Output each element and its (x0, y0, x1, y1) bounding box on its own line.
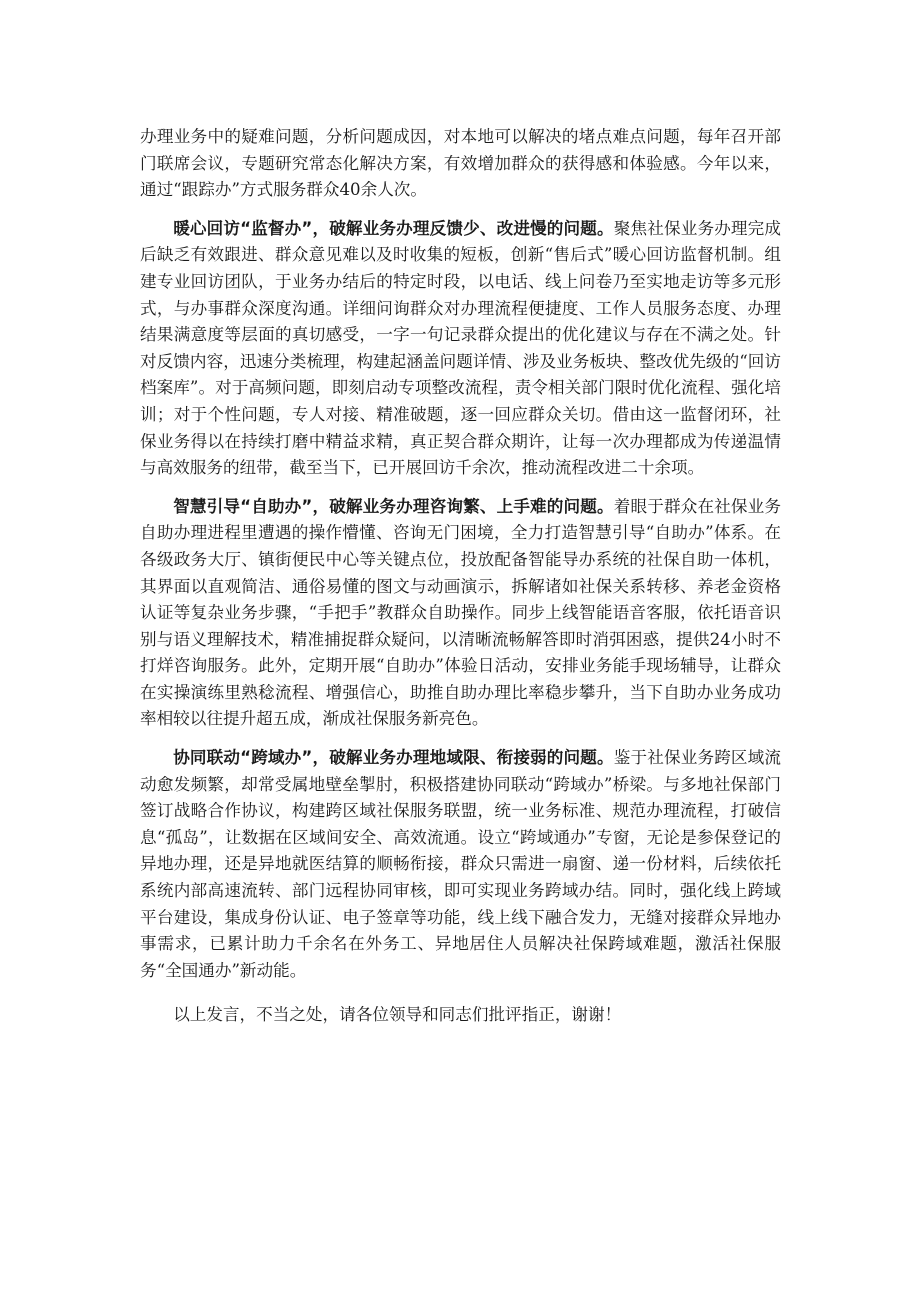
intro-paragraph: 办理业务中的疑难问题，分析问题成因，对本地可以解决的堵点难点问题，每年召开部门联席会议，专题研究常态化解决方案，有效增加群众的获得感和体验感。今年以来，通过“跟踪办”方式服务群众40余人次。 (140, 127, 781, 200)
section-body-supervision: 聚焦社保业务办理完成后缺乏有效跟进、群众意见难以及时收集的短板，创新“售后式”暖心回访监督机制。组建专业回访团队，于业务办结后的特定时段，以电话、线上问卷乃至实地走访等多元形式，与办事群众深度沟通。详细问询群众对办理流程便捷度、工作人员服务态度、办理结果满意度等层面的真切感受，一字一句记录群众提出的优化建议与存在不满之处。针对反馈内容，迅速分类梳理，构建起涵盖问题详情、涉及业务板块、整改优先级的“回访档案库”。对于高频问题，即刻启动专项整改流程，责令相关部门限时优化流程、强化培训；对于个性问题，专人对接、精准破题，逐一回应群众关切。借由这一监督闭环，社保业务得以在持续打磨中精益求精，真正契合群众期许，让每一次办理都成为传递温情与高效服务的纽带，截至当下，已开展回访千余次，推动流程改进二十余项。 (140, 218, 782, 478)
document-page (140, 124, 781, 1041)
section-paragraph-cross-region (140, 745, 781, 984)
section-heading-cross-region: 协同联动“跨域办”，破解业务办理地域限、衔接弱的问题。 (173, 748, 614, 768)
section-heading-supervision: 暖心回访“监督办”，破解业务办理反馈少、改进慢的问题。 (173, 218, 614, 238)
section-body-cross-region: 鉴于社保业务跨区域流动愈发频繁，却常受属地壁垒掣肘，积极搭建协同联动“跨域办”桥梁。与多地社保部门签订战略合作协议，构建跨区域社保服务联盟，统一业务标准、规范办理流程，打破信息“孤岛”，让数据在区域间安全、高效流通。设立“跨域通办”专窗，无论是参保登记的异地办理，还是异地就医结算的顺畅衔接，群众只需进一扇窗、递一份材料，后续依托系统内部高速流转、部门远程协同审核，即可实现业务跨域办结。同时，强化线上跨域平台建设，集成身份认证、电子签章等功能，线上线下融合发力，无缝对接群众异地办事需求，已累计助力千余名在外务工、异地居住人员解决社保跨域难题，激活社保服务“全国通办”新动能。 (140, 748, 782, 980)
section-body-self-service: 着眼于群众在社保业务自助办理进程里遭遇的操作懵懂、咨询无门困境，全力打造智慧引导“自助办”体系。在各级政务大厅、镇街便民中心等关键点位，投放配备智能导办系统的社保自助一体机，其界面以直观简洁、通俗易懂的图文与动画演示，拆解诸如社保关系转移、养老金资格认证等复杂业务步骤，“手把手”教群众自助操作。同步上线智能语音客服，依托语音识别与语义理解技术，精准捕捉群众疑问，以清晰流畅解答即时消弭困惑，提供24小时不打烊咨询服务。此外，定期开展“自助办”体验日活动，安排业务能手现场辅导，让群众在实操演练里熟稔流程、增强信心，助推自助办理比率稳步攀升，当下自助办业务成功率相较以往提升超五成，渐成社保服务新亮色。 (140, 496, 782, 729)
section-paragraph-supervision (140, 216, 781, 482)
section-heading-self-service: 智慧引导“自助办”，破解业务办理咨询繁、上手难的问题。 (173, 496, 614, 516)
section-paragraph-self-service (140, 494, 781, 733)
closing-paragraph: 以上发言，不当之处，请各位领导和同志们批评指正，谢谢！ (173, 1005, 622, 1025)
